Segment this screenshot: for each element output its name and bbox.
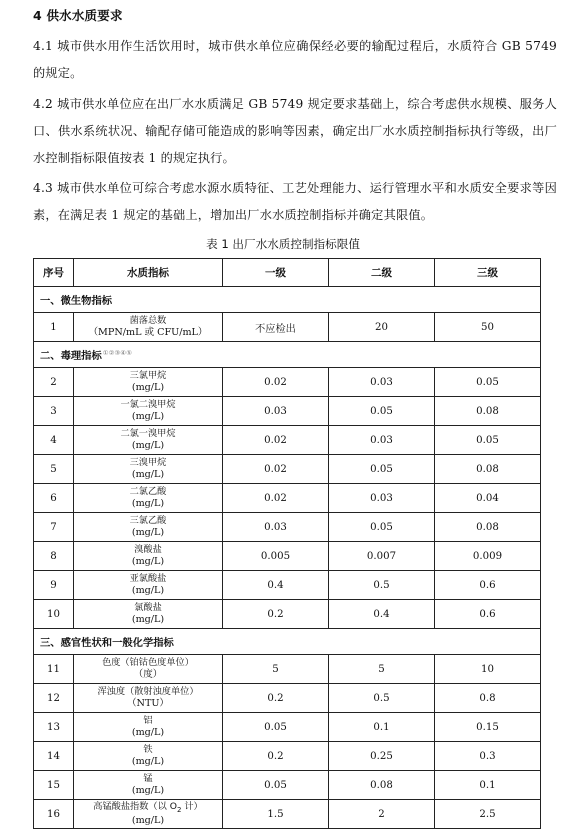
row-level2-limit: 2 [329,800,435,829]
table-row [34,571,541,600]
header-level3: 三级 [435,259,541,287]
category-cell [34,629,541,655]
row-level3-limit: 0.6 [435,571,541,600]
table-body [34,287,541,829]
category-title: 二、毒理指标 [40,350,102,362]
indicator-name [74,315,222,327]
row-level3-limit: 0.6 [435,600,541,629]
row-level1-limit: 0.2 [223,600,329,629]
row-level3-limit: 10 [435,655,541,684]
row-level2-limit: 0.5 [329,684,435,713]
row-level1-limit: 0.03 [223,397,329,426]
table-row [34,484,541,513]
row-level2-limit: 20 [329,313,435,342]
row-indicator [74,368,223,397]
row-level2-limit: 0.1 [329,713,435,742]
category-cell [34,342,541,368]
table-row [34,368,541,397]
row-indicator [74,655,223,684]
row-level1-limit: 0.4 [223,571,329,600]
indicator-name-text: 铝 [143,715,153,726]
indicator-name [74,399,222,411]
table-row [34,684,541,713]
indicator-unit: (mg/L) [131,727,165,738]
indicator-unit: （MPN/mL 或 CFU/mL） [88,327,208,338]
table-caption: 表 1 出厂水水质控制指标限值 [206,237,360,251]
indicator-name-text: 锰 [143,773,153,784]
row-indicator [74,684,223,713]
row-level2-limit: 0.03 [329,484,435,513]
indicator-name [74,486,222,498]
indicator-unit: (mg/L) [131,815,165,827]
indicator-name-text: 氯酸盐 [134,602,162,613]
category-title: 三、感官性状和一般化学指标 [40,637,174,649]
row-level2-limit: 0.25 [329,742,435,771]
indicator-name [74,544,222,556]
row-seq: 3 [34,397,74,426]
row-level2-limit: 0.05 [329,513,435,542]
row-indicator [74,426,223,455]
row-level2-limit: 0.05 [329,397,435,426]
row-seq: 9 [34,571,74,600]
table-row [34,455,541,484]
indicator-unit: (mg/L) [131,382,165,393]
row-level1-limit: 0.02 [223,484,329,513]
indicator-name [74,370,222,382]
section-heading: 4 供水水质要求 [33,8,123,23]
table-row [34,313,541,342]
indicator-name-text: 一氯二溴甲烷 [120,399,176,410]
indicator-name [74,457,222,469]
indicator-unit: (mg/L) [131,527,165,538]
row-seq: 14 [34,742,74,771]
indicator-name-text: 三氯乙酸 [129,515,167,526]
table-row [34,426,541,455]
indicator-name [74,744,222,756]
category-footnote-marks: ①②③④⑤ [102,348,132,357]
indicator-name-text: 浑浊度（散射浊度单位） [97,686,199,697]
indicator-unit: (mg/L) [131,614,165,625]
category-row [34,342,541,368]
indicator-name-text: 高锰酸盐指数（以 O [93,800,177,812]
indicator-unit: (mg/L) [131,469,165,480]
indicator-unit: (mg/L) [131,556,165,567]
category-row [34,629,541,655]
row-level3-limit: 0.05 [435,368,541,397]
indicator-name-text: 溴酸盐 [134,544,162,555]
limits-table [33,258,541,829]
row-level1-limit: 0.03 [223,513,329,542]
indicator-name-text: 菌落总数 [129,315,167,326]
indicator-name [74,428,222,440]
indicator-name-text: 三溴甲烷 [129,457,167,468]
row-seq: 2 [34,368,74,397]
row-level2-limit: 0.03 [329,368,435,397]
indicator-name [74,515,222,527]
paragraph-4-1: 4.1 城市供水用作生活饮用时，城市供水单位应确保经必要的输配过程后，水质符合 GB 5749 的规定。 [33,39,557,80]
table-row [34,542,541,571]
row-seq: 5 [34,455,74,484]
table-header-row [34,259,541,287]
indicator-name-subscript: 2 [176,805,182,814]
row-level3-limit: 0.08 [435,397,541,426]
row-level1-limit: 0.2 [223,684,329,713]
indicator-unit: (mg/L) [131,440,165,451]
indicator-unit: (mg/L) [131,411,165,422]
row-level3-limit: 2.5 [435,800,541,829]
indicator-unit: (mg/L) [131,585,165,596]
row-level3-limit: 0.04 [435,484,541,513]
row-level3-limit: 0.05 [435,426,541,455]
indicator-name-tail: 计） [181,800,203,812]
row-seq: 16 [34,800,74,829]
row-indicator [74,484,223,513]
table-row [34,771,541,800]
indicator-unit: （度） [133,669,163,680]
table-row [34,713,541,742]
row-level2-limit: 0.03 [329,426,435,455]
category-row [34,287,541,313]
row-indicator [74,771,223,800]
row-level3-limit: 0.15 [435,713,541,742]
row-indicator [74,742,223,771]
table-row [34,600,541,629]
row-indicator [74,713,223,742]
row-level3-limit: 0.08 [435,455,541,484]
header-level1: 一级 [223,259,329,287]
header-seq: 序号 [34,259,74,287]
row-indicator [74,600,223,629]
row-level2-limit: 0.5 [329,571,435,600]
indicator-name [74,773,222,785]
indicator-name-text: 二氯乙酸 [129,486,167,497]
row-indicator [74,313,223,342]
indicator-name-text: 色度（铂钴色度单位） [102,657,194,668]
row-seq: 12 [34,684,74,713]
indicator-unit: (mg/L) [131,785,165,796]
table-row [34,513,541,542]
indicator-name-text: 二氯一溴甲烷 [120,428,176,439]
row-seq: 6 [34,484,74,513]
category-title: 一、微生物指标 [40,295,113,307]
row-level3-limit: 0.009 [435,542,541,571]
table-row [34,800,541,829]
paragraph-4-3: 4.3 城市供水单位可综合考虑水源水质特征、工艺处理能力、运行管理水平和水质安全要求等因素，在满足表 1 规定的基础上，增加出厂水水质控制指标并确定其限值。 [33,181,557,222]
indicator-unit: (mg/L) [131,498,165,509]
row-level2-limit: 0.4 [329,600,435,629]
row-level1-limit: 0.02 [223,455,329,484]
row-indicator [74,571,223,600]
row-level1-limit: 0.05 [223,713,329,742]
row-level1-limit: 0.2 [223,742,329,771]
row-level2-limit: 0.08 [329,771,435,800]
row-level3-limit: 0.8 [435,684,541,713]
row-level2-limit: 0.05 [329,455,435,484]
row-level1-limit: 0.02 [223,368,329,397]
row-seq: 4 [34,426,74,455]
indicator-name [74,573,222,585]
indicator-name [74,657,222,669]
indicator-name [74,801,222,816]
row-level3-limit: 50 [435,313,541,342]
row-level1-limit: 0.02 [223,426,329,455]
indicator-name-text: 铁 [143,744,153,755]
row-level3-limit: 0.3 [435,742,541,771]
category-cell [34,287,541,313]
row-level2-limit: 5 [329,655,435,684]
row-indicator [74,542,223,571]
indicator-unit: (mg/L) [131,756,165,767]
paragraph-4-2: 4.2 城市供水单位应在出厂水水质满足 GB 5749 规定要求基础上，综合考虑供水规模、服务人口、供水系统状况、输配存储可能造成的影响等因素，确定出厂水水质控制指标执行等级，出厂水控制指标限值按表 1 的规定执行。 [33,97,557,165]
row-seq: 8 [34,542,74,571]
row-level3-limit: 0.1 [435,771,541,800]
row-seq: 13 [34,713,74,742]
row-indicator [74,397,223,426]
header-level2: 二级 [329,259,435,287]
table-row [34,655,541,684]
indicator-name [74,715,222,727]
table-row [34,742,541,771]
row-seq: 15 [34,771,74,800]
row-level1-limit: 1.5 [223,800,329,829]
row-indicator [74,455,223,484]
row-level1-limit: 0.05 [223,771,329,800]
row-seq: 1 [34,313,74,342]
row-indicator [74,800,223,829]
row-level1-limit: 5 [223,655,329,684]
table-row [34,397,541,426]
header-indicator: 水质指标 [74,259,223,287]
row-level1-limit: 0.005 [223,542,329,571]
indicator-name [74,602,222,614]
indicator-name-text: 亚氯酸盐 [129,573,167,584]
row-indicator [74,513,223,542]
row-level2-limit: 0.007 [329,542,435,571]
indicator-name-text: 三氯甲烷 [129,370,167,381]
row-seq: 10 [34,600,74,629]
row-level3-limit: 0.08 [435,513,541,542]
row-seq: 11 [34,655,74,684]
indicator-name [74,686,222,698]
row-level1-limit: 不应检出 [223,313,329,342]
indicator-unit: （NTU） [126,698,170,709]
row-seq: 7 [34,513,74,542]
